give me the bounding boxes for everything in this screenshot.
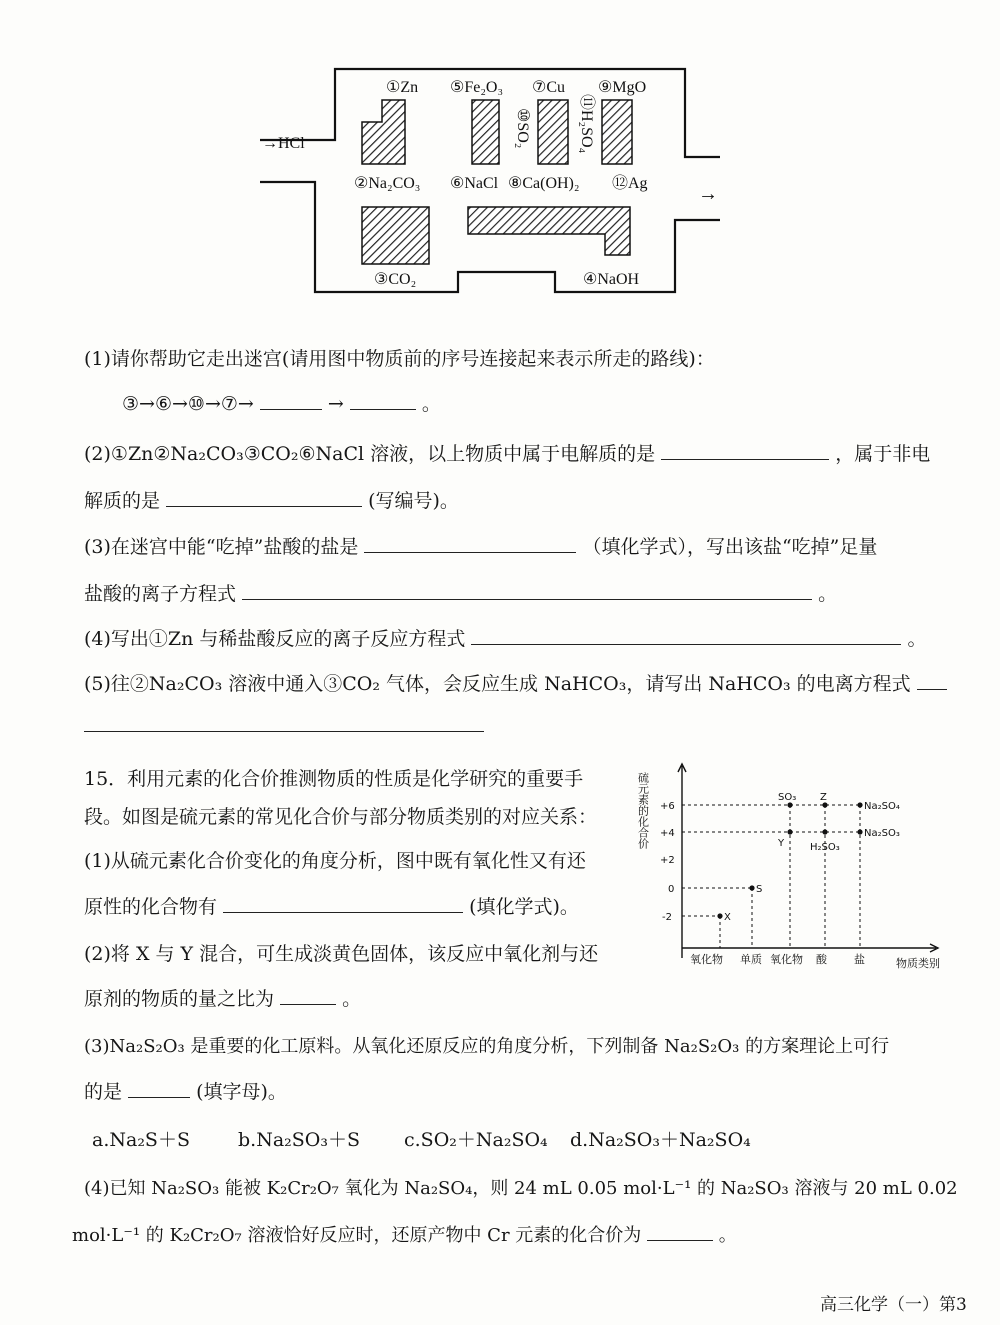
maze-label-na2co3: ②Na₂CO₃ bbox=[354, 175, 421, 192]
q14-part2: (2)①Zn②Na₂CO₃③CO₂⑥NaCl 溶液，以上物质中属于电解质的是 ，属于非电 bbox=[84, 443, 931, 465]
y-tick: +2 bbox=[660, 855, 675, 866]
x-axis-title: 物质类别 bbox=[896, 957, 940, 970]
option-d: d.Na₂SO₃＋Na₂SO₄ bbox=[570, 1129, 751, 1151]
y-tick: -2 bbox=[662, 912, 672, 923]
x-category: 氧化物 bbox=[690, 953, 723, 966]
answer-blank[interactable] bbox=[647, 1222, 713, 1241]
answer-blank[interactable] bbox=[242, 581, 812, 600]
q15-part2-cont: 原剂的物质的量之比为 。 bbox=[84, 988, 362, 1010]
maze-wall bbox=[260, 182, 720, 292]
q15-options bbox=[92, 1126, 751, 1154]
q15-part4-cont: mol·L⁻¹ 的 K₂Cr₂O₇ 溶液恰好反应时，还原产物中 Cr 元素的化合价为 。 bbox=[72, 1222, 737, 1250]
block-naoh bbox=[468, 207, 630, 255]
path-given: ③→⑥→⑩→⑦→ bbox=[122, 393, 254, 415]
maze-label-naoh: ④NaOH bbox=[583, 271, 640, 288]
maze-label-mgo: ⑨MgO bbox=[598, 79, 647, 96]
answer-blank[interactable] bbox=[364, 534, 576, 553]
point-label-x: X bbox=[724, 912, 731, 923]
q14-part1-path: ③→⑥→⑩→⑦→ → 。 bbox=[122, 393, 441, 415]
block-zn bbox=[362, 100, 405, 164]
maze-label-cu: ⑦Cu bbox=[532, 79, 566, 96]
y-tick: +4 bbox=[660, 828, 675, 839]
point-label-s: S bbox=[756, 884, 763, 895]
point-label-z: Z bbox=[820, 792, 827, 803]
page-footer: 高三化学（一）第3 bbox=[820, 1295, 967, 1315]
point-label-y: Y bbox=[778, 838, 785, 849]
answer-blank[interactable] bbox=[223, 894, 463, 913]
q15-part4: (4)已知 Na₂SO₃ 能被 K₂Cr₂O₇ 氧化为 Na₂SO₄，则 24 mL 0.05 mol·L⁻¹ 的 Na₂SO₃ 溶液与 20 mL 0.02 bbox=[84, 1178, 958, 1199]
y-axis-title: 硫元素的化合价 bbox=[636, 772, 650, 849]
q15-part3: (3)Na₂S₂O₃ 是重要的化工原料。从氧化还原反应的角度分析，下列制备 Na₂S₂O₃ 的方案理论上可行 bbox=[84, 1036, 890, 1057]
q14-part4: (4)写出①Zn 与稀盐酸反应的离子反应方程式 。 bbox=[84, 628, 927, 650]
maze-label-zn: ①Zn bbox=[386, 79, 419, 96]
answer-blank[interactable] bbox=[128, 1079, 190, 1098]
x-category: 氧化物 bbox=[770, 953, 803, 966]
maze-label-co2: ③CO₂ bbox=[374, 271, 417, 288]
point-label-na2so4: Na₂SO₄ bbox=[864, 801, 900, 812]
maze-label-ag: ⑫Ag bbox=[612, 175, 648, 192]
option-b: b.Na₂SO₃＋S bbox=[238, 1129, 360, 1151]
sulfur-valence-graph bbox=[636, 758, 960, 973]
maze-exit-arrow: → bbox=[698, 183, 718, 205]
block-cu bbox=[538, 100, 568, 164]
maze-label-nacl: ⑥NaCl bbox=[450, 175, 499, 192]
answer-blank[interactable] bbox=[350, 391, 416, 410]
x-category: 单质 bbox=[740, 953, 762, 966]
q14-part3: (3)在迷宫中能“吃掉”盐酸的盐是 （填化学式），写出该盐“吃掉”足量 bbox=[84, 536, 878, 558]
q14-part3-cont: 盐酸的离子方程式 。 bbox=[84, 583, 838, 605]
block-mgo bbox=[602, 100, 632, 164]
option-a: a.Na₂S＋S bbox=[92, 1129, 190, 1151]
point-label-so3: SO₃ bbox=[778, 792, 797, 803]
answer-blank[interactable] bbox=[917, 671, 947, 690]
answer-blank[interactable] bbox=[471, 626, 901, 645]
q14-part5: (5)往②Na₂CO₃ 溶液中通入③CO₂ 气体，会反应生成 NaHCO₃，请写出 NaHCO₃ 的电离方程式 bbox=[84, 670, 947, 698]
answer-blank[interactable] bbox=[84, 713, 484, 732]
block-fe2o3 bbox=[472, 100, 499, 164]
q15-part1-cont: 原性的化合物有 (填化学式)。 bbox=[84, 896, 579, 918]
option-c: c.SO₂＋Na₂SO₄ bbox=[404, 1129, 548, 1151]
answer-blank[interactable] bbox=[280, 986, 336, 1005]
y-tick: 0 bbox=[668, 884, 675, 895]
q15-intro-cont: 段。如图是硫元素的常见化合价与部分物质类别的对应关系： bbox=[84, 806, 598, 828]
q15-part2: (2)将 X 与 Y 混合，可生成淡黄色固体，该反应中氧化剂与还 bbox=[84, 943, 599, 965]
answer-blank[interactable] bbox=[166, 488, 362, 507]
maze-label-caoh2: ⑧Ca(OH)₂ bbox=[508, 175, 580, 192]
answer-blank[interactable] bbox=[661, 441, 829, 460]
q15-intro: 15．利用元素的化合价推测物质的性质是化学研究的重要手 bbox=[84, 768, 584, 790]
x-category: 盐 bbox=[854, 953, 865, 966]
maze-label-so2: ⑩SO₂ bbox=[514, 108, 531, 149]
x-category: 酸 bbox=[816, 953, 827, 966]
maze-label-h2so4: ⑪H₂SO₄ bbox=[578, 94, 595, 154]
y-tick: +6 bbox=[660, 801, 675, 812]
maze-diagram bbox=[250, 62, 730, 302]
q15-part3-cont: 的是 (填字母)。 bbox=[84, 1081, 287, 1103]
q14-part5-cont bbox=[84, 712, 484, 740]
q14-part2-cont: 解质的是 (写编号)。 bbox=[84, 490, 459, 512]
point-label-h2so3: H₂SO₃ bbox=[810, 842, 840, 853]
maze-label-hcl: →HCl bbox=[262, 135, 305, 152]
block-co2 bbox=[362, 207, 429, 264]
point-label-na2so3: Na₂SO₃ bbox=[864, 828, 900, 839]
q15-part1: (1)从硫元素化合价变化的角度分析，图中既有氧化性又有还 bbox=[84, 850, 586, 872]
answer-blank[interactable] bbox=[260, 391, 322, 410]
q14-part1: (1)请你帮助它走出迷宫(请用图中物质前的序号连接起来表示所走的路线)： bbox=[84, 348, 715, 370]
maze-label-fe2o3: ⑤Fe₂O₃ bbox=[450, 79, 504, 96]
